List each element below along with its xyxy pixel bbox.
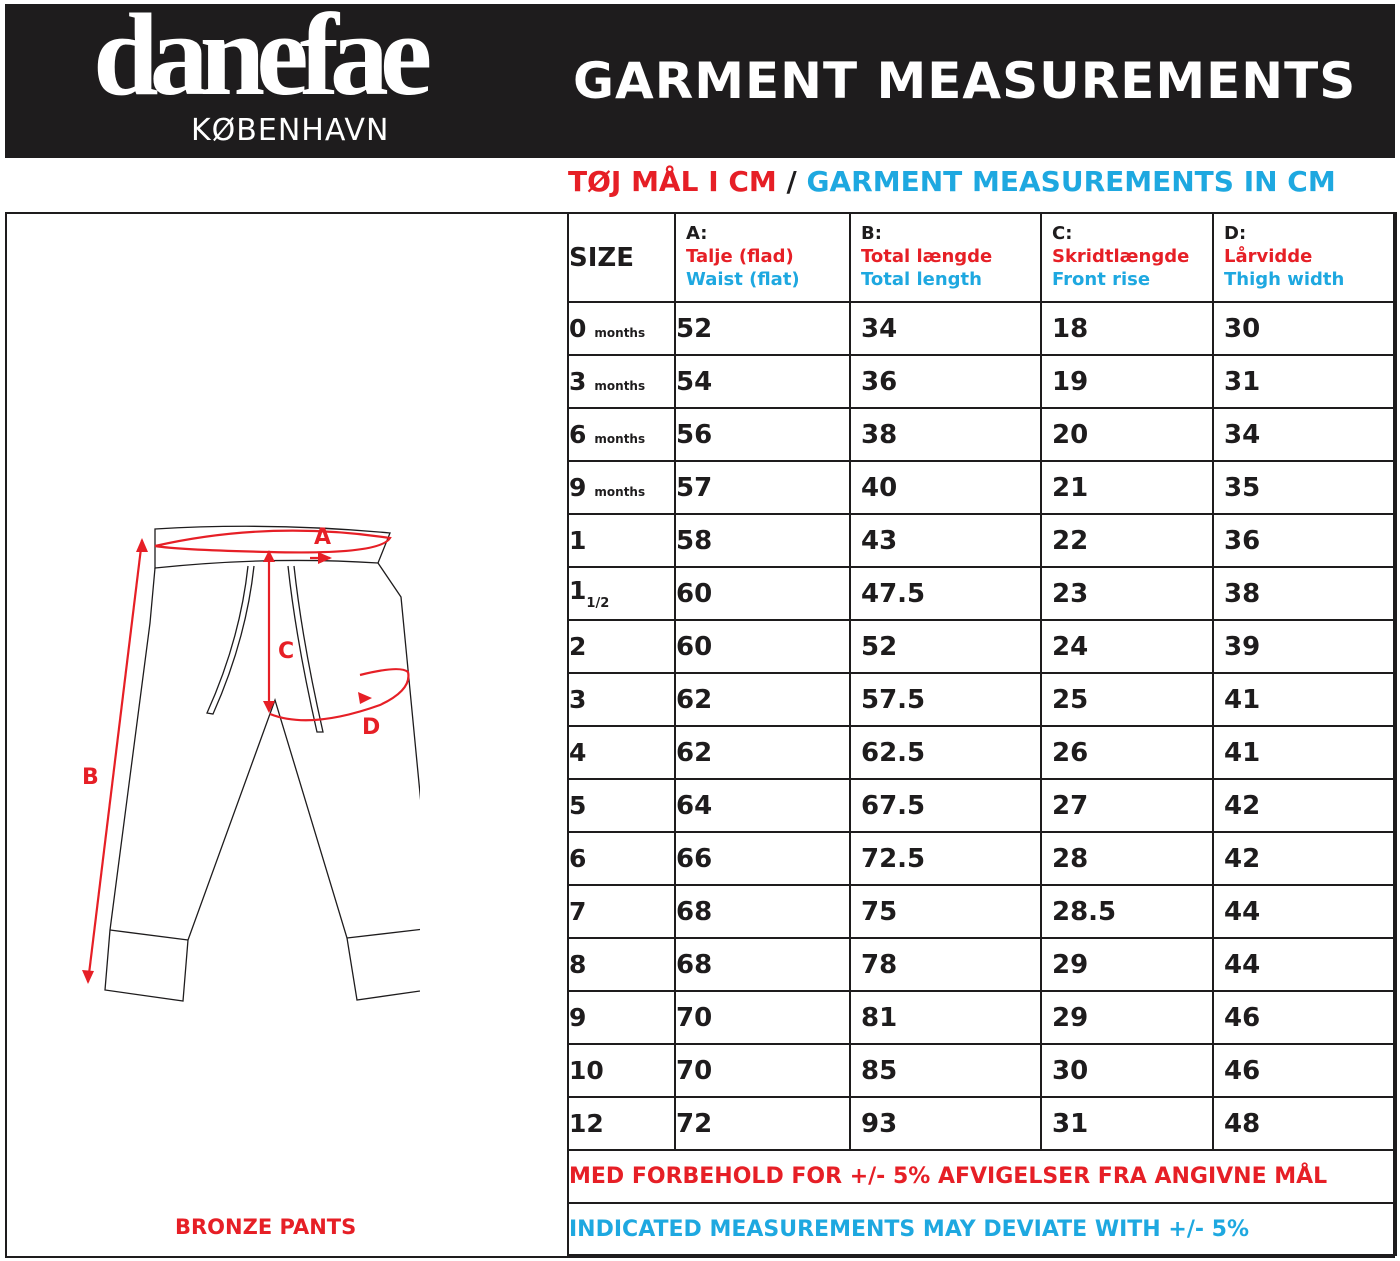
value-cell-c: 27 (1041, 779, 1213, 832)
label-c: C (278, 639, 295, 664)
value-cell-c: 20 (1041, 408, 1213, 461)
table-header-row (568, 213, 1396, 302)
size-cell (568, 726, 675, 779)
column-letter: A: (686, 223, 708, 244)
value-cell-b: 85 (850, 1044, 1041, 1097)
size-value: 9 (569, 1003, 587, 1032)
value-cell-d: 46 (1213, 991, 1396, 1044)
value-cell-a: 68 (675, 938, 850, 991)
value-cell-c: 31 (1041, 1097, 1213, 1150)
label-b: B (82, 765, 99, 790)
value-cell-d: 46 (1213, 1044, 1396, 1097)
size-column-header: SIZE (568, 213, 675, 302)
size-value: 2 (569, 632, 587, 661)
value-cell-a: 60 (675, 620, 850, 673)
table-row (568, 514, 1396, 567)
size-cell (568, 461, 675, 514)
waist-measure-line (155, 531, 390, 553)
table-row (568, 991, 1396, 1044)
value-cell-d: 44 (1213, 938, 1396, 991)
size-cell (568, 355, 675, 408)
size-value: 1 (569, 526, 587, 555)
value-cell-b: 93 (850, 1097, 1041, 1150)
length-arrow-bottom (82, 970, 94, 984)
value-cell-b: 36 (850, 355, 1041, 408)
value-cell-b: 52 (850, 620, 1041, 673)
size-cell (568, 302, 675, 355)
size-cell (568, 567, 675, 620)
left-cuff-line (110, 930, 188, 940)
drawstring-left (207, 566, 254, 714)
size-cell (568, 514, 675, 567)
value-cell-a: 62 (675, 726, 850, 779)
size-cell (568, 832, 675, 885)
value-cell-b: 47.5 (850, 567, 1041, 620)
size-cell (568, 779, 675, 832)
column-label-danish: Total længde (861, 246, 993, 267)
column-label-english: Total length (861, 269, 982, 290)
value-cell-c: 29 (1041, 938, 1213, 991)
rise-arrow-bottom (263, 701, 275, 713)
value-cell-a: 58 (675, 514, 850, 567)
value-cell-b: 81 (850, 991, 1041, 1044)
value-cell-c: 25 (1041, 673, 1213, 726)
value-cell-d: 39 (1213, 620, 1396, 673)
column-header-d (1213, 213, 1396, 302)
size-value: 12 (569, 1109, 604, 1138)
value-cell-b: 62.5 (850, 726, 1041, 779)
label-a: A (314, 525, 332, 550)
size-value: 0 (569, 314, 587, 343)
table-row (568, 885, 1396, 938)
value-cell-d: 41 (1213, 726, 1396, 779)
value-cell-c: 24 (1041, 620, 1213, 673)
value-cell-d: 44 (1213, 885, 1396, 938)
size-value: 6 (569, 420, 587, 449)
size-cell (568, 991, 675, 1044)
note-row (568, 1203, 1396, 1255)
disclaimer-danish: MED FORBEHOLD FOR +/- 5% AFVIGELSER FRA ANGIVNE MÅL (568, 1150, 1396, 1203)
size-cell (568, 673, 675, 726)
table-row (568, 1044, 1396, 1097)
size-value: 3 (569, 367, 587, 396)
value-cell-d: 35 (1213, 461, 1396, 514)
column-label-danish: Lårvidde (1224, 246, 1313, 267)
size-value: 1 (569, 576, 587, 605)
column-label-english: Thigh width (1224, 269, 1345, 290)
note-row (568, 1150, 1396, 1203)
size-unit: months (594, 326, 646, 340)
brand-location: KØBENHAVN (191, 113, 390, 148)
measurement-table (567, 212, 1397, 1256)
size-value: 8 (569, 950, 587, 979)
label-d: D (362, 715, 381, 740)
value-cell-c: 26 (1041, 726, 1213, 779)
size-cell (568, 938, 675, 991)
value-cell-a: 57 (675, 461, 850, 514)
length-measure-line (88, 540, 142, 982)
table-row (568, 302, 1396, 355)
value-cell-b: 72.5 (850, 832, 1041, 885)
thigh-arrow-head (358, 692, 372, 704)
column-letter: C: (1052, 223, 1073, 244)
product-name: BRONZE PANTS (175, 1215, 357, 1239)
column-header-b (850, 213, 1041, 302)
value-cell-d: 48 (1213, 1097, 1396, 1150)
size-value: 4 (569, 738, 587, 767)
table-row (568, 461, 1396, 514)
right-cuff-line (347, 928, 420, 938)
value-cell-d: 30 (1213, 302, 1396, 355)
value-cell-c: 22 (1041, 514, 1213, 567)
value-cell-a: 66 (675, 832, 850, 885)
size-value: 7 (569, 897, 587, 926)
size-cell (568, 408, 675, 461)
value-cell-c: 29 (1041, 991, 1213, 1044)
size-unit: months (594, 379, 646, 393)
table-row (568, 567, 1396, 620)
size-unit: months (594, 432, 646, 446)
value-cell-c: 28.5 (1041, 885, 1213, 938)
value-cell-b: 43 (850, 514, 1041, 567)
size-cell (568, 1044, 675, 1097)
subtitle-danish: TØJ MÅL I CM (568, 165, 777, 198)
value-cell-d: 41 (1213, 673, 1396, 726)
size-fraction: 1/2 (586, 596, 610, 611)
size-cell (568, 1097, 675, 1150)
value-cell-a: 56 (675, 408, 850, 461)
value-cell-b: 78 (850, 938, 1041, 991)
value-cell-d: 42 (1213, 832, 1396, 885)
table-row (568, 1097, 1396, 1150)
value-cell-a: 72 (675, 1097, 850, 1150)
column-header-c (1041, 213, 1213, 302)
value-cell-b: 34 (850, 302, 1041, 355)
value-cell-c: 30 (1041, 1044, 1213, 1097)
disclaimer-english: INDICATED MEASUREMENTS MAY DEVIATE WITH +/- 5% (568, 1203, 1396, 1255)
waist-arrow-head (318, 552, 332, 564)
table-row (568, 938, 1396, 991)
size-cell (568, 885, 675, 938)
value-cell-a: 52 (675, 302, 850, 355)
value-cell-d: 38 (1213, 567, 1396, 620)
value-cell-a: 64 (675, 779, 850, 832)
value-cell-b: 38 (850, 408, 1041, 461)
column-letter: B: (861, 223, 882, 244)
value-cell-b: 67.5 (850, 779, 1041, 832)
value-cell-c: 19 (1041, 355, 1213, 408)
size-value: 9 (569, 473, 587, 502)
length-arrow-top (136, 538, 148, 552)
table-row (568, 779, 1396, 832)
value-cell-a: 70 (675, 991, 850, 1044)
thigh-measure-line (270, 669, 408, 720)
table-row (568, 408, 1396, 461)
value-cell-b: 75 (850, 885, 1041, 938)
brand-logo: danefae (93, 0, 424, 120)
subtitle (568, 165, 1336, 198)
pants-diagram (60, 500, 420, 1020)
size-unit: months (594, 485, 646, 499)
table-row (568, 673, 1396, 726)
table-row (568, 832, 1396, 885)
value-cell-d: 34 (1213, 408, 1396, 461)
column-label-english: Waist (flat) (686, 269, 800, 290)
subtitle-english: GARMENT MEASUREMENTS IN CM (806, 165, 1336, 198)
table-row (568, 726, 1396, 779)
column-label-danish: Talje (flad) (686, 246, 794, 267)
table-row (568, 355, 1396, 408)
value-cell-a: 70 (675, 1044, 850, 1097)
page-title: GARMENT MEASUREMENTS (573, 52, 1357, 110)
column-letter: D: (1224, 223, 1247, 244)
value-cell-b: 57.5 (850, 673, 1041, 726)
value-cell-d: 36 (1213, 514, 1396, 567)
value-cell-c: 23 (1041, 567, 1213, 620)
value-cell-d: 31 (1213, 355, 1396, 408)
size-value: 6 (569, 844, 587, 873)
size-value: 3 (569, 685, 587, 714)
value-cell-d: 42 (1213, 779, 1396, 832)
value-cell-a: 68 (675, 885, 850, 938)
size-cell (568, 620, 675, 673)
value-cell-c: 28 (1041, 832, 1213, 885)
value-cell-c: 18 (1041, 302, 1213, 355)
value-cell-c: 21 (1041, 461, 1213, 514)
value-cell-a: 62 (675, 673, 850, 726)
size-value: 5 (569, 791, 587, 820)
value-cell-a: 60 (675, 567, 850, 620)
subtitle-separator: / (786, 165, 797, 198)
header-bar (5, 0, 1395, 158)
value-cell-b: 40 (850, 461, 1041, 514)
measurement-table-body (568, 213, 1396, 1255)
size-value: 10 (569, 1056, 604, 1085)
column-label-danish: Skridtlængde (1052, 246, 1190, 267)
table-row (568, 620, 1396, 673)
column-label-english: Front rise (1052, 269, 1151, 290)
value-cell-a: 54 (675, 355, 850, 408)
column-header-a (675, 213, 850, 302)
